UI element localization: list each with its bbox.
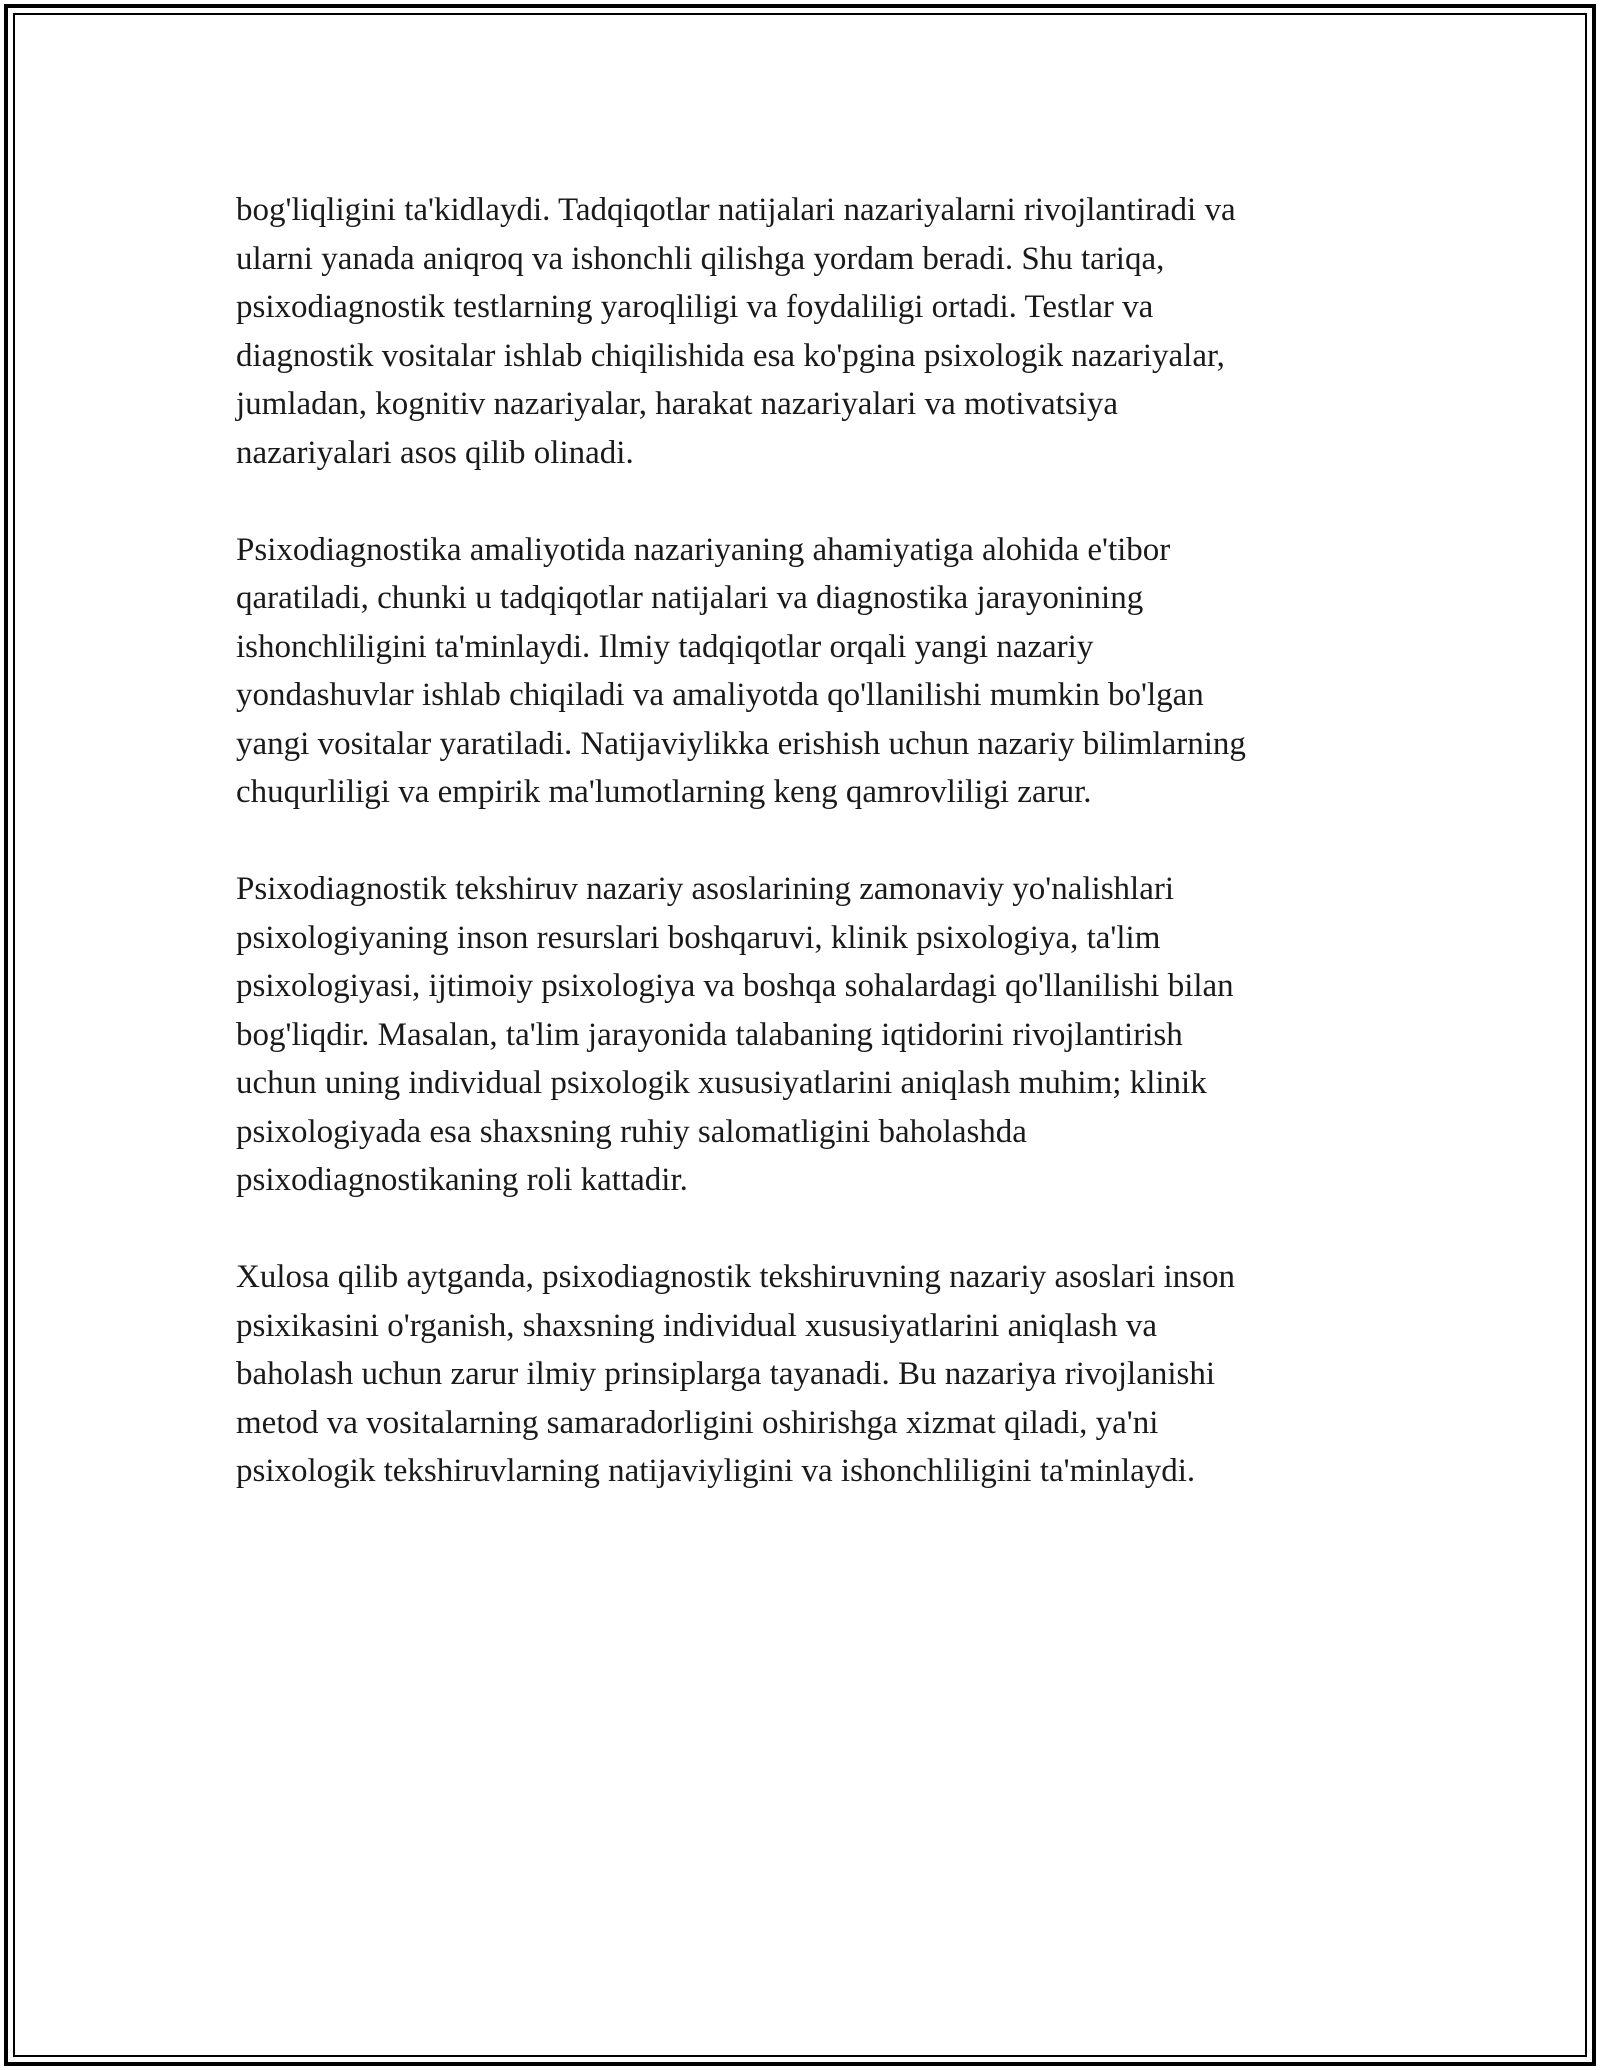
document-body <box>236 186 1366 1544</box>
text-line: yangi vositalar yaratiladi. Natijaviylikka erishish uchun nazariy bilimlarning <box>236 725 1246 762</box>
paragraph-1 <box>236 186 1366 477</box>
text-line: metod va vositalarning samaradorligini oshirishga xizmat qiladi, ya'ni <box>236 1404 1159 1441</box>
text-line: bog'liqligini ta'kidlaydi. Tadqiqotlar natijalari nazariyalarni rivojlantiradi va <box>236 192 1236 228</box>
text-line: qaratiladi, chunki u tadqiqotlar natijalari va diagnostika jarayonining <box>236 580 1144 616</box>
text-line: psixodiagnostikaning roli kattadir. <box>236 1162 688 1198</box>
paragraph-4 <box>236 1253 1366 1496</box>
text-line: baholash uchun zarur ilmiy prinsiplarga tayanadi. Bu nazariya rivojlanishi <box>236 1356 1216 1392</box>
text-line: uchun uning individual psixologik xususiyatlarini aniqlash muhim; klinik <box>236 1065 1207 1101</box>
text-line: psixodiagnostik testlarning yaroqliligi va foydaliligi ortadi. Testlar va <box>236 289 1154 325</box>
text-line: yondashuvlar ishlab chiqiladi va amaliyotda qo'llanilishi mumkin bo'lgan <box>236 677 1204 713</box>
text-line: diagnostik vositalar ishlab chiqilishida esa ko'pgina psixologik nazariyalar, <box>236 337 1225 374</box>
text-line: ularni yanada aniqroq va ishonchli qilishga yordam beradi. Shu tariqa, <box>236 240 1165 277</box>
text-line: nazariyalari asos qilib olinadi. <box>236 434 634 471</box>
text-line: ishonchliligini ta'minlaydi. Ilmiy tadqiqotlar orqali yangi nazariy <box>236 628 1094 665</box>
paragraph-3 <box>236 865 1366 1205</box>
text-line: bog'liqdir. Masalan, ta'lim jarayonida talabaning iqtidorini rivojlantirish <box>236 1016 1183 1053</box>
paragraph-2 <box>236 526 1366 817</box>
text-line: psixologiyada esa shaxsning ruhiy salomatligini baholashda <box>236 1113 1027 1150</box>
text-line: Xulosa qilib aytganda, psixodiagnostik tekshiruvning nazariy asoslari inson <box>236 1259 1236 1295</box>
text-line: psixikasini o'rganish, shaxsning individual xususiyatlarini aniqlash va <box>236 1307 1158 1344</box>
text-line: psixologiyaning inson resurslari boshqaruvi, klinik psixologiya, ta'lim <box>236 919 1161 956</box>
text-line: psixologik tekshiruvlarning natijaviyligini va ishonchliligini ta'minlaydi. <box>236 1453 1196 1489</box>
text-line: chuqurliligi va empirik ma'lumotlarning keng qamrovliligi zarur. <box>236 774 1092 810</box>
text-line: psixologiyasi, ijtimoiy psixologiya va boshqa sohalardagi qo'llanilishi bilan <box>236 968 1234 1004</box>
text-line: jumladan, kognitiv nazariyalar, harakat nazariyalari va motivatsiya <box>236 386 1118 422</box>
text-line: Psixodiagnostika amaliyotida nazariyaning ahamiyatiga alohida e'tibor <box>236 531 1171 568</box>
text-line: Psixodiagnostik tekshiruv nazariy asoslarining zamonaviy yo'nalishlari <box>236 871 1175 907</box>
